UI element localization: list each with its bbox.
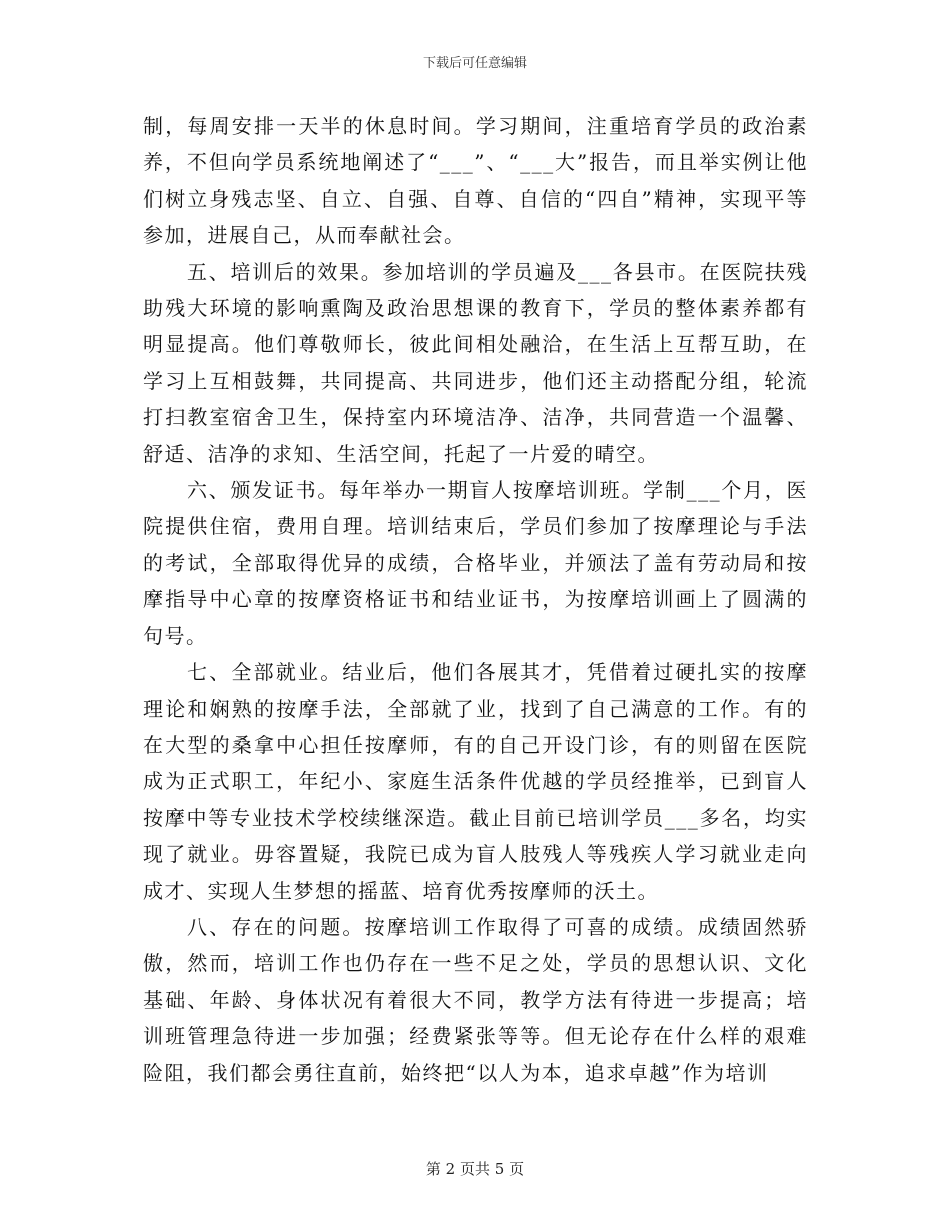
paragraph-section-8: 八、存在的问题。按摩培训工作取得了可喜的成绩。成绩固然骄傲，然而，培训工作也仍存在一些不足之处，学员的思想认识、文化基础、年龄、身体状况有着很大不同，教学方法有待进一步提高；培训班管理急待进一步加强；经费紧张等等。但无论存在什么样的艰难险阻，我们都会勇往直前，始终把“以人为本，追求卓越”作为培训 xyxy=(143,914,808,1085)
paragraph-continuation: 制，每周安排一天半的休息时间。学习期间，注重培育学员的政治素养，不但向学员系统地阐述了“___”、“___大”报告，而且举实例让他们树立身残志坚、自立、自强、自尊、自信的“四自”精神，实现平等参加，进展自己，从而奉献社会。 xyxy=(143,114,808,248)
page-header: 下载后可任意编辑 xyxy=(422,56,527,71)
document-body xyxy=(143,108,808,1091)
paragraph-section-5: 五、培训后的效果。参加培训的学员遍及___各县市。在医院扶残助残大环境的影响熏陶及政治思想课的教育下，学员的整体素养都有明显提高。他们尊敬师长，彼此间相处融洽，在生活上互帮互助，在学习上互相鼓舞，共同提高、共同进步，他们还主动搭配分组，轮流打扫教室宿舍卫生，保持室内环境洁净、洁净，共同营造一个温馨、舒适、洁净的求知、生活空间，托起了一片爱的晴空。 xyxy=(143,259,808,466)
page-number-footer: 第 2 页共 5 页 xyxy=(425,1160,525,1178)
paragraph-section-7: 七、全部就业。结业后，他们各展其才，凭借着过硬扎实的按摩理论和娴熟的按摩手法，全部就了业，找到了自己满意的工作。有的在大型的桑拿中心担任按摩师，有的自己开设门诊，有的则留在医院成为正式职工，年纪小、家庭生活条件优越的学员经推举，已到盲人按摩中等专业技术学校续继深造。截止目前已培训学员___多名，均实现了就业。毋容置疑，我院已成为盲人肢残人等残疾人学习就业走向成才、实现人生梦想的摇蓝、培育优秀按摩师的沃土。 xyxy=(143,660,808,903)
paragraph-section-6: 六、颁发证书。每年举办一期盲人按摩培训班。学制___个月，医院提供住宿，费用自理。培训结束后，学员们参加了按摩理论与手法的考试，全部取得优异的成绩，合格毕业，并颁法了盖有劳动局和按摩指导中心章的按摩资格证书和结业证书，为按摩培训画上了圆满的句号。 xyxy=(143,478,808,648)
